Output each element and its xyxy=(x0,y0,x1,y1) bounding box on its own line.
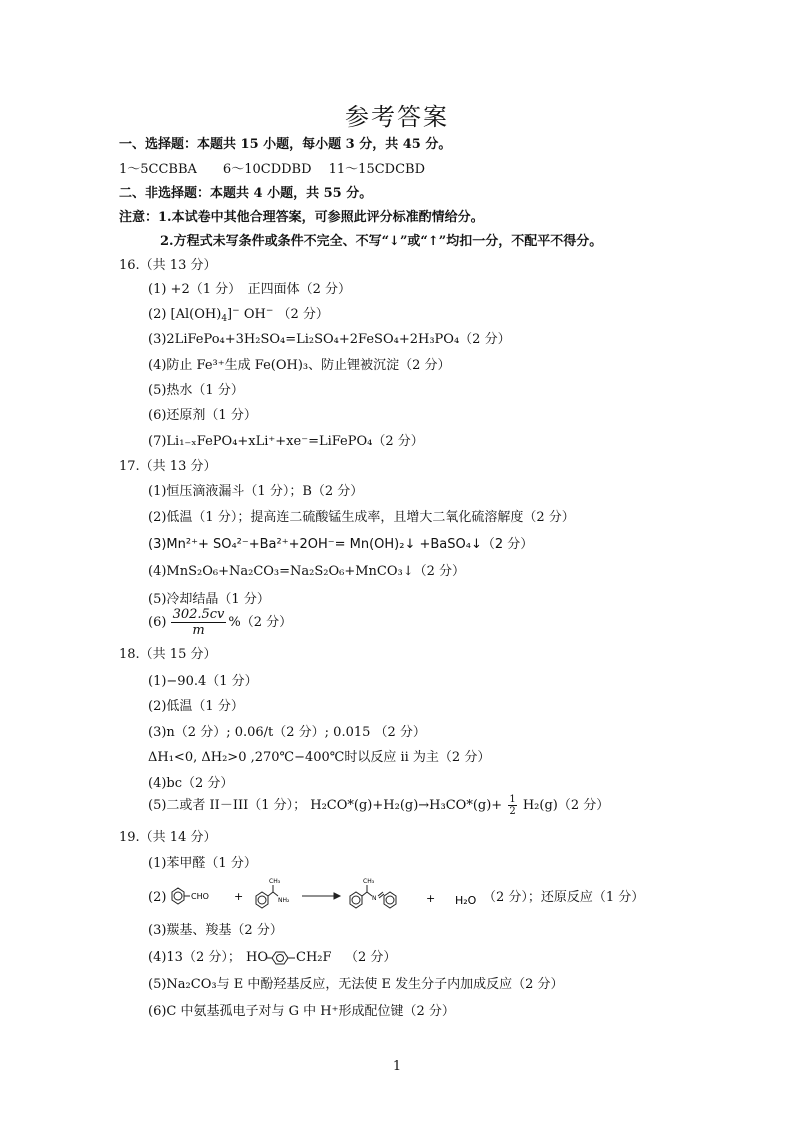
q19-l4-ho: HO xyxy=(246,950,268,965)
n-label: N xyxy=(372,895,377,902)
page-title: 参考答案 xyxy=(345,103,449,131)
q17-fraction xyxy=(171,607,227,638)
q18-fraction-denominator: 2 xyxy=(509,806,516,817)
q17-line-6 xyxy=(148,607,292,638)
choice-answers: 1～5CCBBA 6～10CDDBD 11～15CDCBD xyxy=(119,162,426,177)
q16-line-1: (1) +2（1 分） 正四面体（2 分） xyxy=(148,282,352,297)
q19-header: 19.（共 14 分） xyxy=(119,830,217,845)
q19-line-4 xyxy=(148,949,241,967)
q18-line-3: (3)n（2 分）; 0.06/t（2 分）; 0.015 （2 分） xyxy=(148,725,426,740)
para-fluoromethylphenol-ring xyxy=(266,948,296,968)
nh2-label: NH₂ xyxy=(278,897,290,904)
q19-l4-ch2f: CH₂F xyxy=(296,950,332,965)
q16-line-5: (5)热水（1 分） xyxy=(148,383,244,398)
q16-line-6: (6)还原剂（1 分） xyxy=(148,408,257,423)
q17-line-5: (5)冷却结晶（1 分） xyxy=(148,592,270,607)
q19-l2-prefix: (2) xyxy=(148,890,167,905)
q17-fraction-denominator: m xyxy=(192,623,205,638)
q17-l6-suffix: %（2 分） xyxy=(228,615,293,630)
ch3-label-1: CH₃ xyxy=(269,878,281,885)
q17-fraction-numerator: 302.5cv xyxy=(172,607,225,622)
q18-line-2: (2)低温（1 分） xyxy=(148,699,244,714)
q18-line-6 xyxy=(148,794,609,817)
q18-line-1: (1)−90.4（1 分） xyxy=(148,674,258,689)
benzaldehyde-structure xyxy=(172,888,190,904)
q17-line-3: (3)Mn²⁺+ SO₄²⁻+Ba²⁺+2OH⁻= Mn(OH)₂↓ +BaSO₄↓（2 分） xyxy=(148,537,534,552)
page-number: 1 xyxy=(392,1059,402,1074)
cho-label: CHO xyxy=(191,892,209,901)
q16-l2-part-d: （2 分） xyxy=(277,307,329,322)
q18-line-5: (4)bc（2 分） xyxy=(148,776,234,791)
q16-line-3: (3)2LiFePo₄+3H₂SO₄=Li₂SO₄+2FeSO₄+2H₃PO₄（2 分） xyxy=(148,332,511,347)
q18-line-4: ΔH₁<0, ΔH₂>0 ,270℃−400℃时以反应 ii 为主（2 分） xyxy=(148,750,491,765)
plus-sign-1: + xyxy=(234,890,244,903)
q16-l2-part-c: OH xyxy=(243,307,266,322)
reaction-scheme xyxy=(160,872,490,918)
q17-line-2: (2)低温（1 分）；提高连二硫酸锰生成率，且增大二氧化硫溶解度（2 分） xyxy=(148,510,575,525)
q17-line-4: (4)MnS₂O₆+Na₂CO₃=Na₂S₂O₆+MnCO₃↓（2 分） xyxy=(148,564,466,579)
q18-fraction-numerator: 1 xyxy=(509,794,516,805)
q19-l4-part-b: （2 分） xyxy=(345,950,397,965)
q19-line-6: (6)C 中氨基孤电子对与 G 中 H⁺形成配位键（2 分） xyxy=(148,1004,455,1019)
section-choice-heading: 一、选择题：本题共 15 小题，每小题 3 分，共 45 分。 xyxy=(119,137,452,152)
q16-l2-part-a: (2) [Al(OH) xyxy=(148,307,222,322)
plus-sign-2: + xyxy=(426,892,436,905)
amine-structure xyxy=(256,885,278,908)
q19-line-1: (1)苯甲醛（1 分） xyxy=(148,856,257,871)
q18-l6-part-b: H₂(g)（2 分） xyxy=(522,798,610,813)
section-nonchoice-heading: 二、非选择题：本题共 4 小题，共 55 分。 xyxy=(119,186,373,201)
ch3-label-2: CH₃ xyxy=(363,878,375,885)
note-1: 注意：1.本试卷中其他合理答案，可参照此评分标准酌情给分。 xyxy=(119,210,484,225)
q19-l4-part-a: (4)13（2 分）； xyxy=(148,950,241,965)
q19-l2-suffix: （2 分）；还原反应（1 分） xyxy=(483,890,645,905)
water-label: H₂O xyxy=(455,894,477,907)
q16-line-7: (7)Li₁₋ₓFePO₄+xLi⁺+xe⁻=LiFePO₄（2 分） xyxy=(148,434,424,449)
q19-line-3: (3)羰基、羧基（2 分） xyxy=(148,923,283,938)
q16-l2-sub: 4 xyxy=(221,314,228,324)
q16-header: 16.（共 13 分） xyxy=(119,258,217,273)
q17-header: 17.（共 13 分） xyxy=(119,459,217,474)
reaction-arrow xyxy=(302,893,340,899)
q17-l6-prefix: (6) xyxy=(148,615,167,630)
q18-header: 18.（共 15 分） xyxy=(119,647,217,662)
q18-l6-part-a: (5)二或者 II－III（1 分）； H₂CO*(g)+H₂(g)→H₃CO*(g)+ xyxy=(148,798,503,813)
note-2: 2.方程式未写条件或条件不完全、不写“↓”或“↑”均扣一分，不配平不得分。 xyxy=(160,234,603,249)
q16-line-4: (4)防止 Fe³⁺生成 Fe(OH)₃、防止锂被沉淀（2 分） xyxy=(148,358,451,373)
q19-line-5: (5)Na₂CO₃与 E 中酚羟基反应，无法使 E 发生分子内加成反应（2 分） xyxy=(148,977,564,992)
q16-line-2: (2) $[Al(OH)_4]^-$ OH− （2 分） xyxy=(148,306,329,324)
q17-line-1: (1)恒压滴液漏斗（1 分）；B（2 分） xyxy=(148,484,364,499)
q18-half-fraction xyxy=(508,794,516,817)
q16-l2-part-b: ] xyxy=(227,307,233,322)
